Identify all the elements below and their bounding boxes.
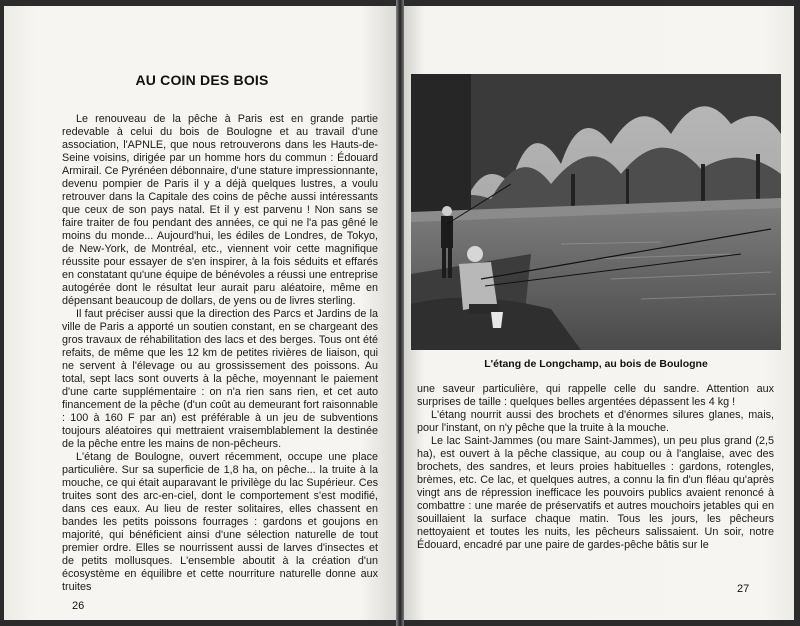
- right-page-text: [417, 383, 774, 552]
- photo-caption: L'étang de Longchamp, au bois de Boulogne: [484, 358, 708, 370]
- right-page: [401, 6, 794, 620]
- paragraph: Il faut préciser aussi que la direction des Parcs et Jardins de la ville de Paris a apporté un soutien constant, en se chargeant des gros travaux de réhabilitation des lacs et des berges. Tous ont été refaits, de même que les 12 km de petites rivières de liaison, qui ne servent à l'élevage ou au grossissement des poissons. Au total, sept lacs sont ouverts à la pêche, moyennant le paiement d'une carte supplémentaire : on n'a rien sans rien, et cet auto financement de la pêche (d'un coût au demeurant fort raisonnable : 100 à 160 F par an) est préférable à un jeu de subventions toujours aléatoires qui mettraient vraisemblablement la destinée de la pêche entre les mains de non-pêcheurs.: [62, 308, 378, 450]
- page-number-left: 26: [72, 600, 85, 612]
- paragraph: Le renouveau de la pêche à Paris est en grande partie redevable à celui du bois de Boulogne et au travail d'une association, l'APNLE, que nous retrouverons dans les Hauts-de-Seine voisins, dirigée par un homme hors du commun : Édouard Armirail. Ce Pyrénéen débonnaire, d'une stature impressionnante, devenu pompier de Paris il y a déjà quelques lustres, a voulu retrouver dans la Capitale des coins de pêche aussi intéressants que ceux de son pays natal. Et il y est parvenu ! Non sans se faire traiter de fou pendant des années, ce qui ne l'a pas gêné le moins du monde... Aujourd'hui, les édiles de Londres, de Tokyo, de New-York, de Montréal, etc., viennent voir cette magnifique réussite pour essayer de s'en inspirer, à la fois séduits et effarés en constatant qu'une équipe de bénévoles a réussi une entreprise autogérée dont le résultat leur aurait paru aléatoire, même en dépensant beaucoup de dollars, de yens ou de livres sterling.: [62, 113, 378, 307]
- lake-photo: [411, 74, 781, 350]
- page-number-right: 27: [737, 583, 750, 595]
- left-page: [4, 6, 400, 620]
- chapter-title: AU COIN DES BOIS: [135, 72, 269, 88]
- paragraph: Le lac Saint-Jammes (ou mare Saint-Jammes), un peu plus grand (2,5 ha), est ouvert à la pêche classique, au coup ou à l'anglaise, avec des brochets, des sandres, et leurs proies habituelles : gardons, rotengles, brèmes, etc. Ce lac, et quelques autres, a connu la fin d'un fléau qu'après vingt ans de répression inefficace les pouvoirs publics avaient renoncé à combattre : une marée de préservatifs et autres mouchoirs jetables qui en souillaient la surface chaque matin. Tous les jours, les pêcheurs nettoyaient et toutes les nuits, les pêcheurs salissaient. Un soir, notre Édouard, encadré par une paire de gardes-pêche bâtis sur le: [417, 435, 774, 551]
- left-page-text: [62, 113, 378, 594]
- book-gutter: [396, 0, 404, 626]
- paragraph: une saveur particulière, qui rappelle celle du sandre. Attention aux surprises de taille : quelques belles argentées dépassent les 4 kg !: [417, 383, 774, 408]
- paragraph: L'étang de Boulogne, ouvert récemment, occupe une place particulière. Sur sa superficie de 1,8 ha, on pêche... la truite à la mouche, ce qui était auparavant le privilège du lac Supérieur. Ces truites sont des arc-en-ciel, dont le comportement s'est modifié, dans ces eaux. Au lieu de rester solitaires, elles chassent en bandes les petits poissons fourrages : gardons et goujons en majorité, qui bénéficient ainsi d'une sélection naturelle de tout premier ordre. Elles se nourrissent aussi de larves d'insectes et de petits mollusques. L'ensemble aboutit à la création d'un écosystème en équilibre et cette nourriture naturelle donne aux truites: [62, 451, 378, 593]
- lake-photo-illustration: [411, 74, 781, 350]
- paragraph: L'étang nourrit aussi des brochets et d'énormes silures glanes, mais, pour l'instant, on n'y pêche que la truite à la mouche.: [417, 409, 774, 434]
